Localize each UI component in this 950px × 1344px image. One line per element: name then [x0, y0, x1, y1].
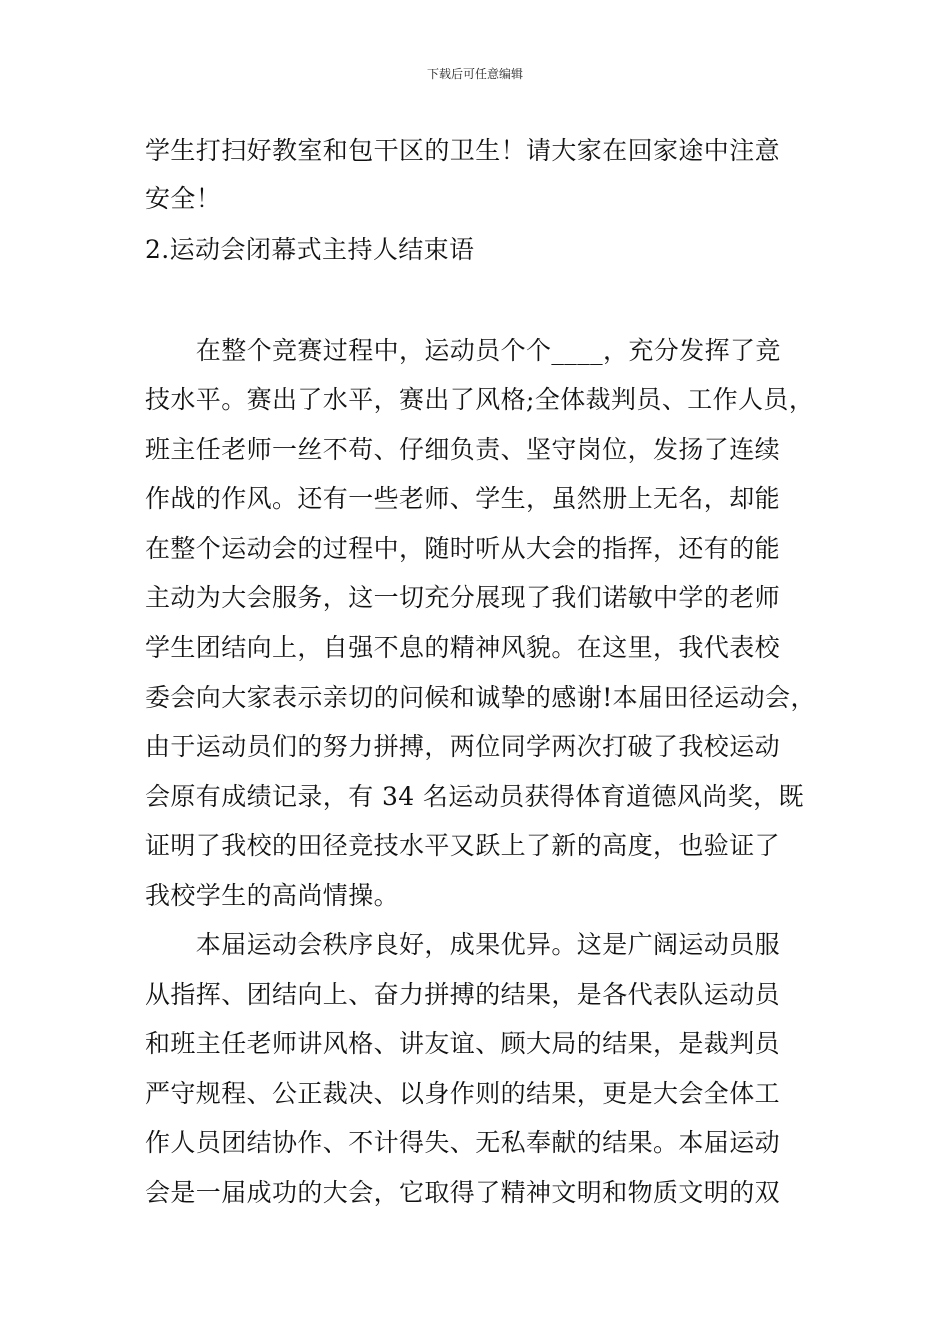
text-line: 作人员团结协作、不计得失、无私奉献的结果。本届运动: [145, 1128, 781, 1157]
text-line: 在整个竞赛过程中，运动员个个____，充分发挥了竞: [145, 336, 781, 365]
text-line: 本届运动会秩序良好，成果优异。这是广阔运动员服: [145, 930, 781, 959]
text-line: 和班主任老师讲风格、讲友谊、顾大局的结果，是裁判员: [145, 1029, 781, 1058]
text-line: 学生打扫好教室和包干区的卫生！请大家在回家途中注意: [145, 136, 781, 165]
text-line: 会原有成绩记录，有 34 名运动员获得体育道德风尚奖，既: [145, 782, 804, 811]
text-line: 我校学生的高尚情操。: [145, 881, 400, 910]
text-line: 技水平。赛出了水平，赛出了风格;全体裁判员、工作人员，: [145, 385, 815, 414]
section-heading: 2.运动会闭幕式主持人结束语: [145, 235, 475, 264]
text-line: 主动为大会服务，这一切充分展现了我们诺敏中学的老师: [145, 583, 781, 612]
text-line: 由于运动员们的努力拼搏，两位同学两次打破了我校运动: [145, 732, 781, 761]
text-line: 班主任老师一丝不苟、仔细负责、坚守岗位，发扬了连续: [145, 435, 781, 464]
text-line: 在整个运动会的过程中，随时听从大会的指挥，还有的能: [145, 534, 781, 563]
text-line: 作战的作风。还有一些老师、学生，虽然册上无名，却能: [145, 484, 781, 513]
text-line: 严守规程、公正裁决、以身作则的结果，更是大会全体工: [145, 1079, 781, 1108]
page-header: 下载后可任意编辑: [426, 67, 523, 81]
text-line: 证明了我校的田径竞技水平又跃上了新的高度，也验证了: [145, 831, 781, 860]
text-line: 学生团结向上，自强不息的精神风貌。在这里，我代表校: [145, 633, 781, 662]
text-line: 委会向大家表示亲切的问候和诚挚的感谢!本届田径运动会，: [145, 683, 816, 712]
text-line: 安全！: [145, 184, 222, 213]
text-line: 从指挥、团结向上、奋力拼搏的结果，是各代表队运动员: [145, 980, 781, 1009]
text-line: 会是一届成功的大会，它取得了精神文明和物质文明的双: [145, 1178, 781, 1207]
